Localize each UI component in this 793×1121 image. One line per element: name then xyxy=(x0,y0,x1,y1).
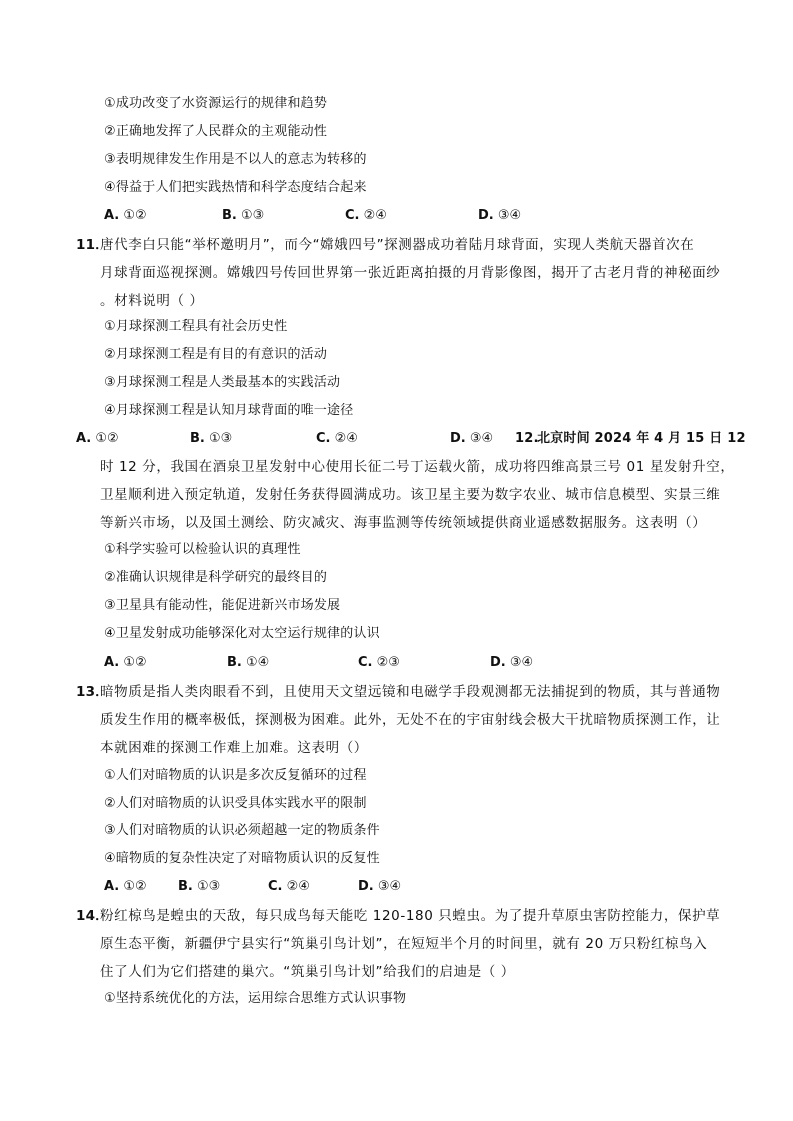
q12-option-a: A. ①② xyxy=(104,655,147,670)
q10-statement-2: ②正确地发挥了人民群众的主观能动性 xyxy=(104,124,328,139)
q13-stem-line-2: 质发生作用的概率极低，探测极为困难。此外，无处不在的宇宙射线会极大干扰暗物质探测工作，让 xyxy=(100,712,721,728)
q10-option-c: C. ②④ xyxy=(345,208,387,223)
q12-number: 12. xyxy=(515,431,539,446)
q12-stem-line-2: 时 12 分，我国在酒泉卫星发射中心使用长征二号丁运载火箭，成功将四维高景三号 01 星发射升空， xyxy=(100,459,735,475)
q12-stem-line-1: 北京时间 2024 年 4 月 15 日 12 xyxy=(537,431,746,446)
q10-option-d: D. ③④ xyxy=(478,208,522,223)
q13-stem-line-1: 暗物质是指人类肉眼看不到，且使用天文望远镜和电磁学手段观测都无法捕捉到的物质，其与普通物 xyxy=(100,684,721,700)
q14-stem-line-1: 粉红椋鸟是蝗虫的天敌，每只成鸟每天能吃 120-180 只蝗虫。为了提升草原虫害防控能力，保护草 xyxy=(100,908,721,924)
q13-statement-3: ③人们对暗物质的认识必须超越一定的物质条件 xyxy=(104,823,380,838)
q12-stem-line-4: 等新兴市场，以及国土测绘、防灾减灾、海事监测等传统领域提供商业遥感数据服务。这表明（） xyxy=(100,515,707,531)
q11-stem-line-2: 月球背面巡视探测。嫦娥四号传回世界第一张近距离拍摄的月背影像图，揭开了古老月背的神秘面纱 xyxy=(100,265,721,281)
q14-number: 14． xyxy=(76,908,109,924)
q11-stem-line-3: 。材料说明（ ） xyxy=(100,293,204,309)
q10-statement-1: ①成功改变了水资源运行的规律和趋势 xyxy=(104,96,328,111)
q12-option-d: D. ③④ xyxy=(490,655,534,670)
q12-statement-4: ④卫星发射成功能够深化对太空运行规律的认识 xyxy=(104,626,380,641)
q13-number: 13． xyxy=(76,684,109,700)
q11-option-a: A. ①② xyxy=(76,431,119,446)
q14-statement-1: ①坚持系统优化的方法，运用综合思维方式认识事物 xyxy=(104,991,407,1006)
q11-statement-2: ②月球探测工程是有目的有意识的活动 xyxy=(104,347,328,362)
q13-option-d: D. ③④ xyxy=(358,879,402,894)
q12-statement-3: ③卫星具有能动性，能促进新兴市场发展 xyxy=(104,598,341,613)
q11-stem-line-1: 唐代李白只能“举杯邀明月”，而今“嫦娥四号”探测器成功着陆月球背面，实现人类航天器首次在 xyxy=(100,237,695,253)
q10-option-b: B. ①③ xyxy=(222,208,265,223)
q10-option-a: A. ①② xyxy=(104,208,147,223)
q11-number: 11． xyxy=(76,237,109,253)
q12-option-b: B. ①④ xyxy=(227,655,270,670)
q13-option-c: C. ②④ xyxy=(268,879,310,894)
q14-stem-line-3: 住了人们为它们搭建的巢穴。“筑巢引鸟计划”给我们的启迪是（ ） xyxy=(100,964,515,980)
q11-statement-3: ③月球探测工程是人类最基本的实践活动 xyxy=(104,375,341,390)
q13-option-a: A. ①② xyxy=(104,879,147,894)
q11-statement-1: ①月球探测工程具有社会历史性 xyxy=(104,319,288,334)
q11-option-b: B. ①③ xyxy=(190,431,233,446)
q12-stem-line-3: 卫星顺利进入预定轨道，发射任务获得圆满成功。该卫星主要为数字农业、城市信息模型、实景三维 xyxy=(100,487,721,503)
q13-statement-4: ④暗物质的复杂性决定了对暗物质认识的反复性 xyxy=(104,851,380,866)
q14-stem-line-2: 原生态平衡，新疆伊宁县实行“筑巢引鸟计划”，在短短半个月的时间里，就有 20 万只粉红椋鸟入 xyxy=(100,936,708,952)
q12-statement-1: ①科学实验可以检验认识的真理性 xyxy=(104,542,301,557)
q13-statement-2: ②人们对暗物质的认识受具体实践水平的限制 xyxy=(104,796,367,811)
q10-statement-3: ③表明规律发生作用是不以人的意志为转移的 xyxy=(104,152,367,167)
q11-statement-4: ④月球探测工程是认知月球背面的唯一途径 xyxy=(104,403,354,418)
q12-option-c: C. ②③ xyxy=(358,655,400,670)
q10-statement-4: ④得益于人们把实践热情和科学态度结合起来 xyxy=(104,180,367,195)
q13-stem-line-3: 本就困难的探测工作难上加难。这表明（） xyxy=(100,740,368,756)
q13-option-b: B. ①③ xyxy=(178,879,221,894)
q11-option-d: D. ③④ xyxy=(450,431,494,446)
q12-statement-2: ②准确认识规律是科学研究的最终目的 xyxy=(104,570,328,585)
q11-option-c: C. ②④ xyxy=(316,431,358,446)
q13-statement-1: ①人们对暗物质的认识是多次反复循环的过程 xyxy=(104,768,367,783)
